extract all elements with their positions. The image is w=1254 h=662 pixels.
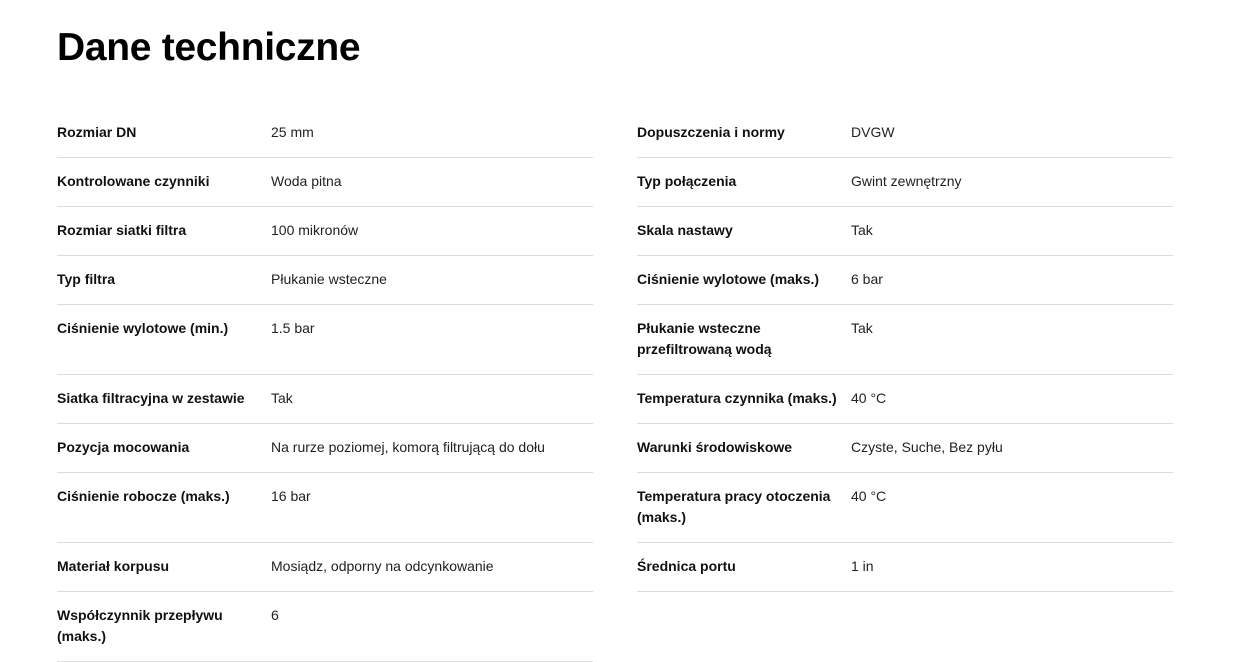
spec-row [637, 256, 1173, 305]
spec-value: Na rurze poziomej, komorą filtrującą do dołu [271, 439, 545, 455]
spec-row [637, 109, 1173, 158]
spec-value: Czyste, Suche, Bez pyłu [851, 439, 1003, 455]
spec-value: Tak [851, 320, 873, 336]
spec-row [637, 207, 1173, 256]
spec-label: Temperatura czynnika (maks.) [637, 390, 837, 406]
spec-row [57, 473, 593, 543]
spec-label: Materiał korpusu [57, 558, 170, 574]
spec-row [637, 305, 1173, 375]
spec-label: Siatka filtracyjna w zestawie [57, 390, 245, 406]
spec-label: Ciśnienie robocze (maks.) [57, 488, 230, 504]
spec-value: Płukanie wsteczne [271, 271, 387, 287]
spec-value: 1 in [851, 558, 874, 574]
spec-row [637, 158, 1173, 207]
spec-label: Dopuszczenia i normy [637, 124, 785, 140]
spec-row [57, 592, 593, 662]
spec-value: Tak [271, 390, 293, 406]
spec-label: Kontrolowane czynniki [57, 173, 210, 189]
spec-label: Warunki środowiskowe [637, 439, 793, 455]
spec-table-right [637, 109, 1173, 592]
spec-value: 25 mm [271, 124, 314, 140]
spec-row [57, 305, 593, 375]
spec-value: 16 bar [271, 488, 311, 504]
spec-value: 1.5 bar [271, 320, 315, 336]
spec-label: Temperatura pracy otoczenia (maks.) [637, 488, 831, 525]
spec-label: Średnica portu [637, 558, 736, 574]
spec-value: 100 mikronów [271, 222, 359, 238]
spec-label: Typ połączenia [637, 173, 737, 189]
spec-value: Gwint zewnętrzny [851, 173, 962, 189]
spec-label: Pozycja mocowania [57, 439, 190, 455]
spec-label: Ciśnienie wylotowe (maks.) [637, 271, 820, 287]
spec-row [637, 424, 1173, 473]
spec-row [57, 158, 593, 207]
spec-label: Skala nastawy [637, 222, 733, 238]
spec-row [57, 109, 593, 158]
spec-row [57, 543, 593, 592]
spec-row [637, 375, 1173, 424]
spec-label: Rozmiar siatki filtra [57, 222, 187, 238]
spec-value: Woda pitna [271, 173, 342, 189]
spec-label: Płukanie wsteczne przefiltrowaną wodą [637, 320, 772, 357]
spec-row [57, 207, 593, 256]
spec-value: 40 °C [851, 390, 887, 406]
spec-table-left [57, 109, 593, 662]
spec-value: Tak [851, 222, 873, 238]
spec-value: 6 [271, 607, 279, 623]
spec-label: Współczynnik przepływu (maks.) [57, 607, 223, 644]
spec-value: DVGW [851, 124, 895, 140]
spec-row [57, 256, 593, 305]
spec-value: 6 bar [851, 271, 883, 287]
spec-value: Mosiądz, odporny na odcynkowanie [271, 558, 494, 574]
spec-value: 40 °C [851, 488, 887, 504]
spec-label: Rozmiar DN [57, 124, 137, 140]
spec-label: Ciśnienie wylotowe (min.) [57, 320, 229, 336]
spec-row [57, 424, 593, 473]
spec-label: Typ filtra [57, 271, 116, 287]
spec-row [637, 473, 1173, 543]
spec-row [637, 543, 1173, 592]
spec-row [57, 375, 593, 424]
page-title: Dane techniczne [57, 26, 361, 69]
